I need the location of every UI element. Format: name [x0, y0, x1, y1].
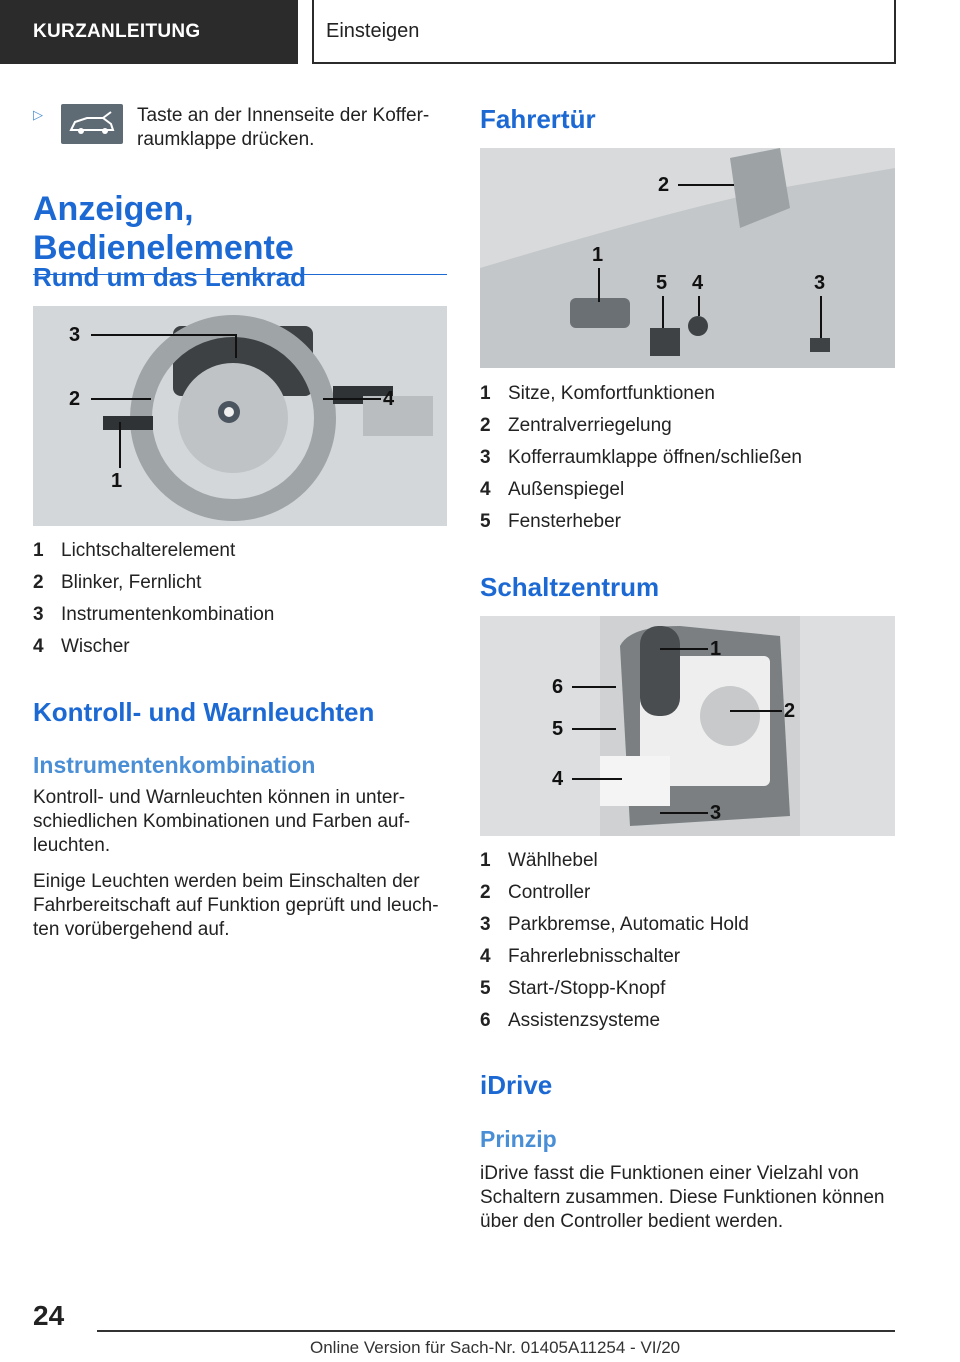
door-heading: Fahrertür: [480, 104, 596, 134]
idrive-paragraph: iDrive fasst die Funktionen einer Vielzahl von Schaltern zusammen. Diese Funktionen können über den Controller bedient werden.: [480, 1163, 885, 1232]
callout-vline-4: [698, 296, 700, 316]
idrive-subheading: Prinzip: [480, 1126, 557, 1152]
callout-4: 4: [692, 272, 704, 294]
callout-3: 3: [710, 802, 722, 824]
footer-text: Online Version für Sach-Nr. 01405A11254 - VI/20: [310, 1338, 681, 1357]
callout-5: 5: [552, 718, 564, 740]
list-item: 5 Fensterheber: [480, 511, 622, 532]
header-section-tab: KURZANLEITUNG: [0, 0, 298, 64]
list-item: 3 Parkbremse, Automatic Hold: [480, 914, 749, 935]
page-title: Anzeigen, Bedienelemente: [33, 190, 447, 275]
callout-vline-5: [662, 296, 664, 328]
callout-line-3: [91, 334, 235, 336]
list-item: 2 Blinker, Fernlicht: [33, 572, 202, 593]
list-item: 4 Außenspiegel: [480, 479, 625, 500]
callout-line-1: [660, 648, 708, 650]
callout-6: 6: [552, 676, 564, 698]
callout-line-2: [91, 398, 151, 400]
callout-5: 5: [656, 272, 668, 294]
list-item: 2 Controller: [480, 882, 591, 903]
callout-1: 1: [592, 244, 604, 266]
callout-vline-1: [119, 422, 121, 468]
tip-text: Taste an der Innenseite der Koffer-raumklappe drücken.: [137, 105, 430, 150]
callout-line-5: [572, 728, 616, 730]
warnings-heading: Kontroll- und Warnleuchten: [33, 697, 375, 727]
callout-vline-3: [235, 334, 237, 358]
list-item: 4 Wischer: [33, 636, 130, 657]
steering-wheel-photo: [33, 306, 447, 526]
callout-vline-3: [820, 296, 822, 338]
console-legend: [480, 845, 749, 1037]
callout-1: 1: [111, 470, 123, 492]
list-item: 4 Fahrerlebnisschalter: [480, 946, 681, 967]
callout-line-2: [730, 710, 782, 712]
list-item: 1 Lichtschalterelement: [33, 540, 236, 561]
callout-line-2: [678, 184, 734, 186]
warnings-paragraph-1: Kontroll- und Warnleuchten können in unter-schiedlichen Kombinationen und Farben auf-leuchten.: [33, 787, 411, 856]
door-legend: [480, 378, 802, 538]
steering-heading: Rund um das Lenkrad: [33, 262, 307, 292]
callout-line-4: [572, 778, 622, 780]
header-chapter-tab: Einsteigen: [312, 0, 896, 64]
callout-4: 4: [383, 388, 395, 410]
driver-door-photo: [480, 148, 895, 368]
callout-3: 3: [69, 324, 81, 346]
list-item: 1 Wählhebel: [480, 850, 598, 871]
list-item: 2 Zentralverriegelung: [480, 415, 672, 436]
triangle-right-icon: ▷: [33, 107, 43, 122]
warnings-paragraph-2: Einige Leuchten werden beim Einschalten der Fahrbereitschaft auf Funktion geprüft und leuch-ten vorübergehend auf.: [33, 871, 439, 940]
center-console-photo: [480, 616, 895, 836]
callout-3: 3: [814, 272, 826, 294]
list-item: 5 Start-/Stopp-Knopf: [480, 978, 666, 999]
callout-line-6: [572, 686, 616, 688]
warnings-subheading: Instrumentenkombination: [33, 752, 316, 778]
callout-4: 4: [552, 768, 564, 790]
callout-2: 2: [784, 700, 796, 722]
callout-vline-1: [598, 268, 600, 302]
list-item: 3 Kofferraumklappe öffnen/schließen: [480, 447, 802, 468]
callout-2: 2: [658, 174, 670, 196]
callout-2: 2: [69, 388, 81, 410]
callout-line-4: [323, 398, 381, 400]
tip-row: [33, 104, 447, 152]
list-item: 1 Sitze, Komfortfunktionen: [480, 383, 715, 404]
console-heading: Schaltzentrum: [480, 572, 660, 602]
page-number: 24: [33, 1300, 65, 1331]
trunk-button-icon: [61, 104, 123, 144]
steering-legend: [33, 535, 274, 663]
footer-divider: [97, 1330, 895, 1332]
callout-line-3: [660, 812, 708, 814]
callout-1: 1: [710, 638, 722, 660]
list-item: 3 Instrumentenkombination: [33, 604, 275, 625]
idrive-heading: iDrive: [480, 1070, 553, 1100]
list-item: 6 Assistenzsysteme: [480, 1010, 661, 1031]
